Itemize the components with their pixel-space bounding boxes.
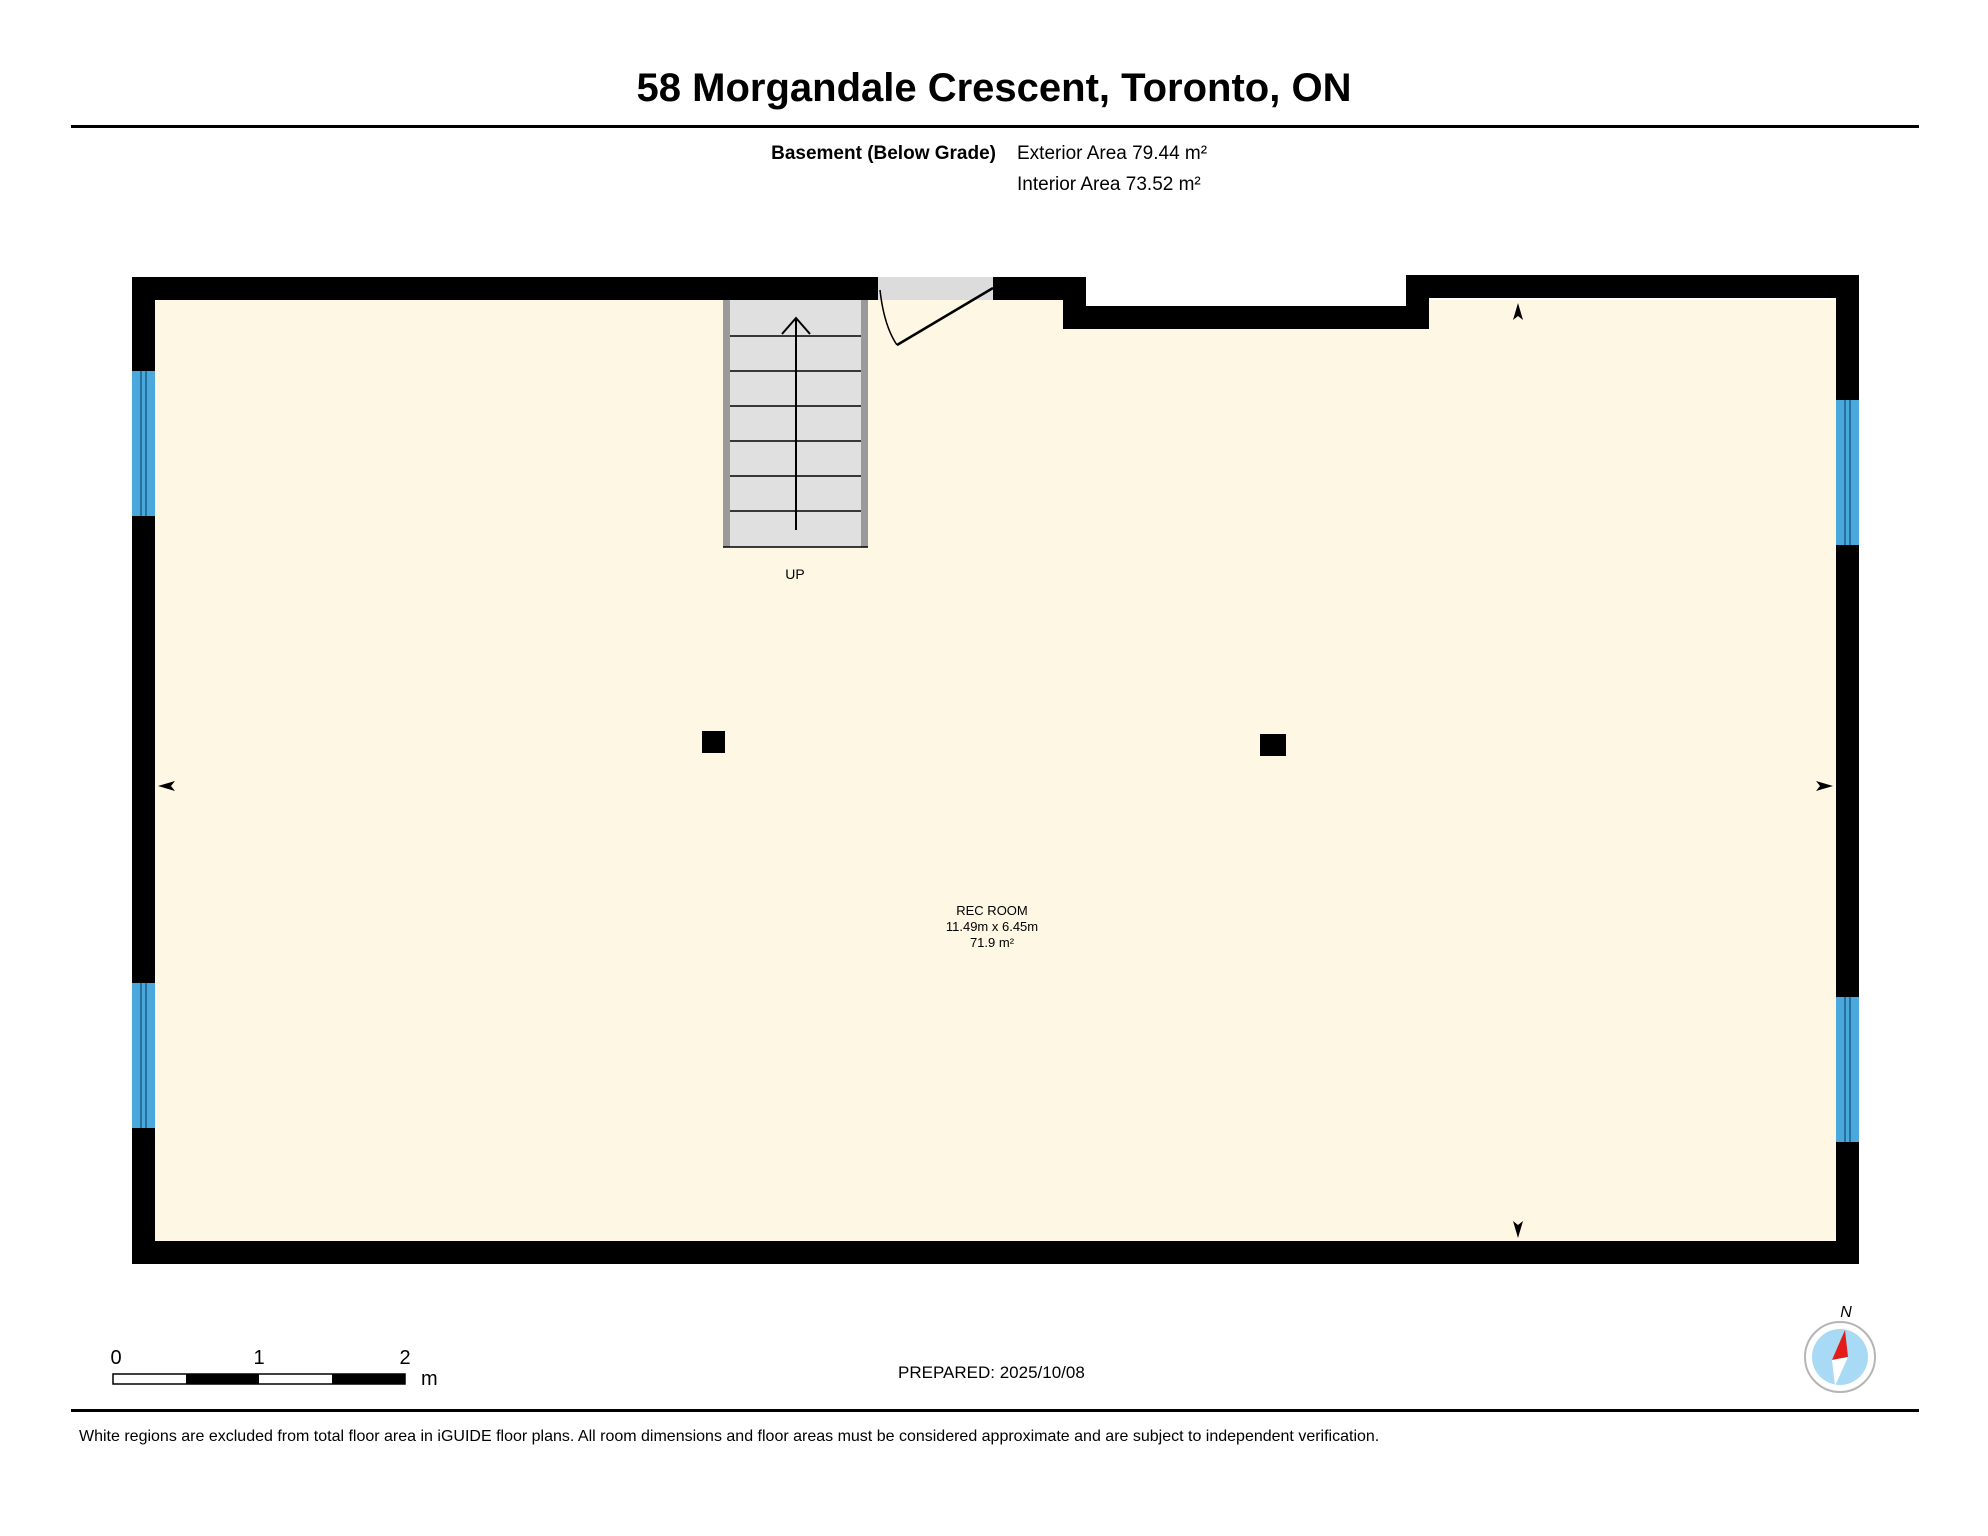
compass-north-label: N: [1840, 1304, 1852, 1321]
door-opening: [878, 277, 993, 300]
window-left-upper: [132, 371, 155, 516]
scale-tick-0: 0: [110, 1347, 122, 1369]
scale-bar: [113, 1374, 405, 1384]
prepared-date: PREPARED: 2025/10/08: [898, 1363, 1085, 1382]
staircase: [723, 300, 868, 547]
wall-top-left: [132, 277, 878, 300]
exterior-area: Exterior Area 79.44 m²: [1017, 143, 1208, 164]
wall-bottom: [132, 1241, 1859, 1264]
compass-icon: [1805, 1322, 1875, 1392]
wall-alcove-bottom: [1063, 306, 1429, 329]
stairs-label: UP: [785, 566, 805, 582]
scale-unit: m: [421, 1368, 438, 1390]
column-right: [1260, 734, 1286, 756]
room-name: REC ROOM: [956, 903, 1028, 918]
scale-tick-2: 2: [399, 1347, 411, 1369]
rec-room-floor: [155, 300, 1836, 1241]
room-area: 71.9 m²: [969, 935, 1015, 950]
window-left-lower: [132, 983, 155, 1128]
scale-tick-1: 1: [253, 1347, 265, 1369]
column-left: [702, 731, 725, 753]
footer-divider: [71, 1409, 1919, 1412]
room-dimensions: 11.49m x 6.45m: [945, 919, 1039, 934]
window-right-lower: [1836, 997, 1859, 1142]
disclaimer: White regions are excluded from total floor area in iGUIDE floor plans. All room dimensions and floor areas must be considered approximate and are subject to independent verification.: [79, 1428, 1380, 1445]
page-title: 58 Morgandale Crescent, Toronto, ON: [636, 66, 1352, 110]
level-name: Basement (Below Grade): [771, 143, 996, 164]
window-right-upper: [1836, 400, 1859, 545]
interior-area: Interior Area 73.52 m²: [1017, 174, 1201, 195]
wall-top-right: [1406, 275, 1859, 298]
